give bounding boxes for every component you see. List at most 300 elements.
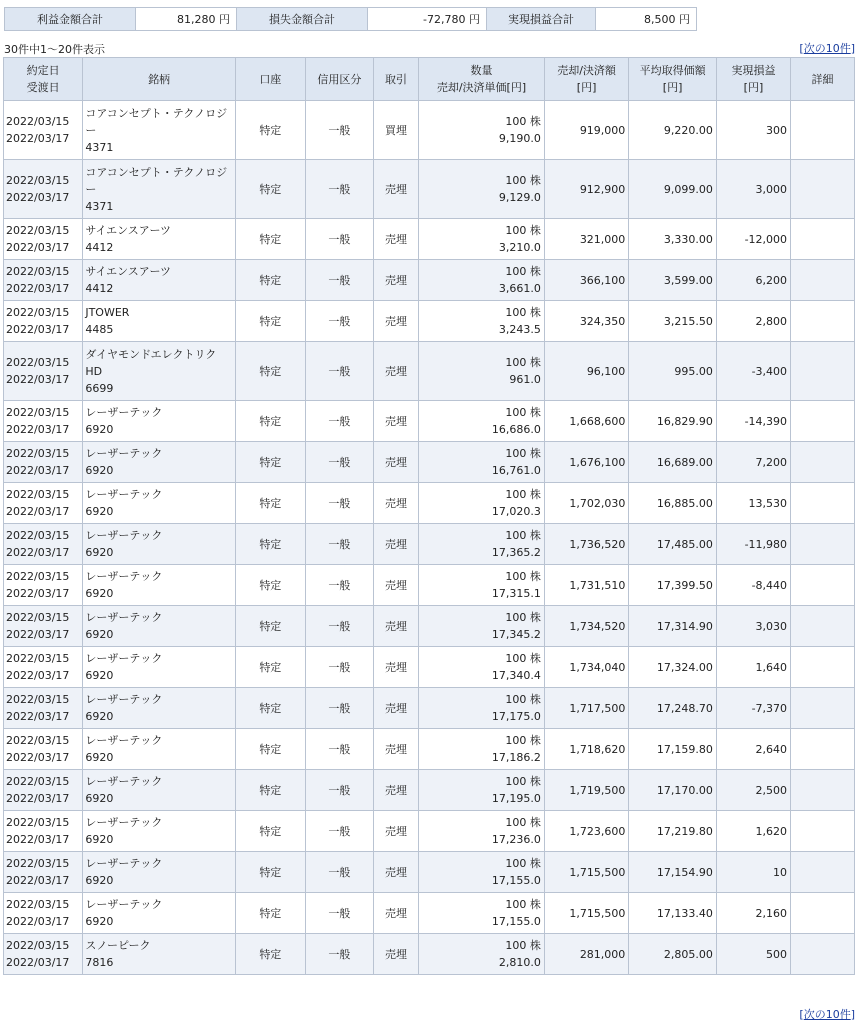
account-type: 特定 [235, 442, 305, 483]
credit-type: 一般 [305, 770, 373, 811]
stock-cell [83, 688, 235, 729]
table-row [4, 565, 855, 606]
trade-type: 売埋 [373, 342, 418, 401]
settle-date: 2022/03/17 [6, 874, 70, 887]
stock-name-line: レーザーテック [85, 406, 163, 419]
stock-code: 7816 [85, 956, 114, 969]
detail-cell [791, 260, 855, 301]
stock-code: 6920 [85, 792, 114, 805]
qty-cell [419, 101, 545, 160]
stock-code: 6920 [85, 423, 114, 436]
stock-cell [83, 565, 235, 606]
settlement-amount: 1,736,520 [544, 524, 628, 565]
stock-name-line: ー [85, 182, 97, 196]
table-row [4, 893, 855, 934]
date-cell [4, 606, 83, 647]
qty-cell [419, 401, 545, 442]
stock-cell [83, 606, 235, 647]
date-cell [4, 647, 83, 688]
credit-type: 一般 [305, 893, 373, 934]
unit-price: 17,020.3 [491, 505, 541, 518]
settlement-amount: 1,715,500 [544, 852, 628, 893]
quantity: 100 株 [505, 265, 541, 278]
account-type: 特定 [235, 770, 305, 811]
date-cell [4, 342, 83, 401]
settle-date: 2022/03/17 [6, 915, 70, 928]
avg-cost: 17,159.80 [629, 729, 717, 770]
realized-total-label: 実現損益合計 [487, 8, 596, 31]
stock-name-line: レーザーテック [85, 857, 163, 870]
quantity: 100 株 [505, 693, 541, 706]
account-type: 特定 [235, 260, 305, 301]
trade-type: 売埋 [373, 934, 418, 975]
trade-type: 売埋 [373, 770, 418, 811]
qty-cell [419, 688, 545, 729]
qty-cell [419, 442, 545, 483]
stock-name-line: レーザーテック [85, 898, 163, 911]
account-type: 特定 [235, 934, 305, 975]
qty-cell [419, 729, 545, 770]
avg-cost: 16,829.90 [629, 401, 717, 442]
quantity: 100 株 [505, 406, 541, 419]
qty-cell [419, 483, 545, 524]
pagination-next-top [799, 40, 855, 56]
stock-cell [83, 219, 235, 260]
realized-pl: -3,400 [716, 342, 790, 401]
trade-date: 2022/03/15 [6, 693, 70, 706]
settlement-amount: 1,702,030 [544, 483, 628, 524]
credit-type: 一般 [305, 219, 373, 260]
unit-price: 9,129.0 [498, 191, 541, 204]
realized-pl: 1,620 [716, 811, 790, 852]
realized-pl: -14,390 [716, 401, 790, 442]
trade-date: 2022/03/15 [6, 816, 70, 829]
trade-type: 売埋 [373, 811, 418, 852]
stock-name-line: コアコンセプト・テクノロジ [85, 165, 228, 179]
stock-cell [83, 647, 235, 688]
account-type: 特定 [235, 688, 305, 729]
trade-date: 2022/03/15 [6, 115, 70, 128]
settlement-amount: 321,000 [544, 219, 628, 260]
stock-code: 6920 [85, 464, 114, 477]
settlement-amount: 912,900 [544, 160, 628, 219]
header-trade: 取引 [373, 58, 418, 101]
settlement-amount: 96,100 [544, 342, 628, 401]
stock-cell [83, 301, 235, 342]
date-cell [4, 483, 83, 524]
unit-price: 2,810.0 [498, 956, 541, 969]
avg-cost: 995.00 [629, 342, 717, 401]
table-row [4, 852, 855, 893]
detail-cell [791, 219, 855, 260]
quantity: 100 株 [505, 611, 541, 624]
detail-cell [791, 565, 855, 606]
detail-cell [791, 647, 855, 688]
settlement-amount: 1,731,510 [544, 565, 628, 606]
unit-price: 9,190.0 [498, 132, 541, 145]
settlement-amount: 919,000 [544, 101, 628, 160]
table-row [4, 729, 855, 770]
date-cell [4, 219, 83, 260]
account-type: 特定 [235, 342, 305, 401]
unit-price: 3,243.5 [498, 323, 541, 336]
realized-pl-table [3, 57, 855, 975]
unit-price: 17,365.2 [491, 546, 541, 559]
unit-price: 17,186.2 [491, 751, 541, 764]
quantity: 100 株 [505, 174, 541, 187]
settlement-amount: 1,717,500 [544, 688, 628, 729]
account-type: 特定 [235, 301, 305, 342]
table-row [4, 811, 855, 852]
trade-type: 売埋 [373, 442, 418, 483]
quantity: 100 株 [505, 652, 541, 665]
account-type: 特定 [235, 401, 305, 442]
avg-cost: 17,154.90 [629, 852, 717, 893]
realized-total-value: 8,500 円 [596, 8, 697, 31]
profit-total-value: 81,280 円 [136, 8, 237, 31]
stock-cell [83, 342, 235, 401]
settle-date: 2022/03/17 [6, 628, 70, 641]
qty-cell [419, 342, 545, 401]
detail-cell [791, 770, 855, 811]
trade-type: 売埋 [373, 524, 418, 565]
realized-pl: 2,160 [716, 893, 790, 934]
realized-pl: 2,500 [716, 770, 790, 811]
table-row [4, 483, 855, 524]
account-type: 特定 [235, 219, 305, 260]
stock-cell [83, 893, 235, 934]
avg-cost: 9,220.00 [629, 101, 717, 160]
detail-cell [791, 811, 855, 852]
header-qty: 数量 売却/決済単価[円] [419, 58, 545, 101]
stock-cell [83, 852, 235, 893]
qty-cell [419, 852, 545, 893]
realized-pl: -11,980 [716, 524, 790, 565]
quantity: 100 株 [505, 356, 541, 369]
qty-cell [419, 893, 545, 934]
bracket-open: [ [799, 42, 804, 55]
account-type: 特定 [235, 101, 305, 160]
avg-cost: 17,219.80 [629, 811, 717, 852]
qty-cell [419, 934, 545, 975]
qty-cell [419, 647, 545, 688]
detail-cell [791, 442, 855, 483]
quantity: 100 株 [505, 488, 541, 501]
stock-cell [83, 483, 235, 524]
stock-name-line: レーザーテック [85, 447, 163, 460]
bracket-close: ] [850, 1008, 855, 1021]
trade-date: 2022/03/15 [6, 652, 70, 665]
stock-name-line: レーザーテック [85, 816, 163, 829]
stock-cell [83, 811, 235, 852]
stock-name-line: ー [85, 123, 97, 137]
quantity: 100 株 [505, 529, 541, 542]
settlement-amount: 1,734,520 [544, 606, 628, 647]
pagination-next-bottom [799, 1006, 855, 1022]
date-cell [4, 401, 83, 442]
stock-cell [83, 524, 235, 565]
quantity: 100 株 [505, 306, 541, 319]
table-row [4, 770, 855, 811]
trade-date: 2022/03/15 [6, 306, 70, 319]
credit-type: 一般 [305, 934, 373, 975]
credit-type: 一般 [305, 729, 373, 770]
table-row [4, 401, 855, 442]
settle-date: 2022/03/17 [6, 423, 70, 436]
table-row [4, 260, 855, 301]
account-type: 特定 [235, 852, 305, 893]
avg-cost: 17,248.70 [629, 688, 717, 729]
quantity: 100 株 [505, 734, 541, 747]
unit-price: 16,686.0 [491, 423, 541, 436]
account-type: 特定 [235, 647, 305, 688]
qty-cell [419, 260, 545, 301]
quantity: 100 株 [505, 816, 541, 829]
qty-cell [419, 606, 545, 647]
table-row [4, 301, 855, 342]
settle-date: 2022/03/17 [6, 546, 70, 559]
avg-cost: 3,215.50 [629, 301, 717, 342]
header-avg: 平均取得価額 [円] [629, 58, 717, 101]
stock-code: 6920 [85, 628, 114, 641]
realized-pl: -12,000 [716, 219, 790, 260]
header-credit: 信用区分 [305, 58, 373, 101]
stock-code: 6920 [85, 874, 114, 887]
trade-date: 2022/03/15 [6, 898, 70, 911]
qty-cell [419, 301, 545, 342]
stock-name-line: レーザーテック [85, 734, 163, 747]
table-row [4, 160, 855, 219]
trade-date: 2022/03/15 [6, 356, 70, 369]
realized-pl: 2,640 [716, 729, 790, 770]
quantity: 100 株 [505, 939, 541, 952]
credit-type: 一般 [305, 688, 373, 729]
detail-cell [791, 729, 855, 770]
stock-name-line: レーザーテック [85, 652, 163, 665]
stock-name-line: スノーピーク [85, 939, 151, 952]
account-type: 特定 [235, 524, 305, 565]
next-10-link-bottom[interactable]: 次の10件 [803, 1008, 851, 1021]
stock-code: 6920 [85, 915, 114, 928]
stock-name-line: コアコンセプト・テクノロジ [85, 106, 228, 120]
result-count: 30件中1～20件表示 [4, 43, 105, 56]
unit-price: 17,175.0 [491, 710, 541, 723]
settle-date: 2022/03/17 [6, 833, 70, 846]
trade-date: 2022/03/15 [6, 529, 70, 542]
stock-code: 6920 [85, 710, 114, 723]
qty-cell [419, 770, 545, 811]
realized-pl: -7,370 [716, 688, 790, 729]
qty-cell [419, 565, 545, 606]
table-row [4, 688, 855, 729]
date-cell [4, 688, 83, 729]
loss-total-value: -72,780 円 [368, 8, 487, 31]
credit-type: 一般 [305, 342, 373, 401]
account-type: 特定 [235, 160, 305, 219]
date-cell [4, 442, 83, 483]
credit-type: 一般 [305, 160, 373, 219]
settlement-amount: 1,676,100 [544, 442, 628, 483]
realized-pl: 7,200 [716, 442, 790, 483]
trade-type: 売埋 [373, 483, 418, 524]
date-cell [4, 260, 83, 301]
date-cell [4, 770, 83, 811]
credit-type: 一般 [305, 101, 373, 160]
realized-pl: 300 [716, 101, 790, 160]
stock-code: 6920 [85, 833, 114, 846]
loss-total-label: 損失金額合計 [237, 8, 368, 31]
settlement-amount: 1,719,500 [544, 770, 628, 811]
detail-cell [791, 934, 855, 975]
qty-cell [419, 524, 545, 565]
qty-cell [419, 811, 545, 852]
settlement-amount: 324,350 [544, 301, 628, 342]
account-type: 特定 [235, 565, 305, 606]
stock-code: 6920 [85, 587, 114, 600]
trade-type: 売埋 [373, 301, 418, 342]
credit-type: 一般 [305, 524, 373, 565]
trade-type: 売埋 [373, 852, 418, 893]
bracket-open: [ [799, 1008, 804, 1021]
realized-pl: 10 [716, 852, 790, 893]
date-cell [4, 893, 83, 934]
avg-cost: 3,599.00 [629, 260, 717, 301]
trade-type: 売埋 [373, 606, 418, 647]
unit-price: 17,345.2 [491, 628, 541, 641]
stock-name-line: JTOWER [85, 306, 130, 319]
account-type: 特定 [235, 483, 305, 524]
unit-price: 17,315.1 [491, 587, 541, 600]
unit-price: 3,661.0 [498, 282, 541, 295]
settle-date: 2022/03/17 [6, 710, 70, 723]
realized-pl: 500 [716, 934, 790, 975]
trade-date: 2022/03/15 [6, 857, 70, 870]
trade-date: 2022/03/15 [6, 488, 70, 501]
header-account: 口座 [235, 58, 305, 101]
detail-cell [791, 483, 855, 524]
settle-date: 2022/03/17 [6, 191, 70, 204]
credit-type: 一般 [305, 852, 373, 893]
bracket-close: ] [850, 42, 855, 55]
avg-cost: 17,314.90 [629, 606, 717, 647]
stock-name-line: サイエンスアーツ [85, 265, 172, 278]
avg-cost: 17,485.00 [629, 524, 717, 565]
table-row [4, 219, 855, 260]
unit-price: 3,210.0 [498, 241, 541, 254]
trade-type: 売埋 [373, 260, 418, 301]
date-cell [4, 934, 83, 975]
quantity: 100 株 [505, 898, 541, 911]
date-cell [4, 524, 83, 565]
quantity: 100 株 [505, 224, 541, 237]
realized-pl: -8,440 [716, 565, 790, 606]
unit-price: 17,236.0 [491, 833, 541, 846]
detail-cell [791, 101, 855, 160]
unit-price: 17,340.4 [491, 669, 541, 682]
trade-date: 2022/03/15 [6, 447, 70, 460]
quantity: 100 株 [505, 570, 541, 583]
detail-cell [791, 301, 855, 342]
realized-pl: 1,640 [716, 647, 790, 688]
stock-cell [83, 934, 235, 975]
realized-pl: 3,030 [716, 606, 790, 647]
settlement-amount: 281,000 [544, 934, 628, 975]
header-date: 約定日 受渡日 [4, 58, 83, 101]
table-row [4, 342, 855, 401]
trade-date: 2022/03/15 [6, 775, 70, 788]
trade-date: 2022/03/15 [6, 224, 70, 237]
qty-cell [419, 219, 545, 260]
stock-name-line: レーザーテック [85, 529, 163, 542]
stock-cell [83, 401, 235, 442]
detail-cell [791, 401, 855, 442]
stock-cell [83, 101, 235, 160]
settle-date: 2022/03/17 [6, 132, 70, 145]
detail-cell [791, 160, 855, 219]
credit-type: 一般 [305, 442, 373, 483]
stock-code: 4371 [85, 140, 114, 154]
date-cell [4, 101, 83, 160]
date-cell [4, 301, 83, 342]
settle-date: 2022/03/17 [6, 956, 70, 969]
realized-pl: 13,530 [716, 483, 790, 524]
quantity: 100 株 [505, 775, 541, 788]
stock-name-line: HD [85, 364, 103, 378]
header-detail: 詳細 [791, 58, 855, 101]
trade-date: 2022/03/15 [6, 939, 70, 952]
trade-type: 買埋 [373, 101, 418, 160]
trade-type: 売埋 [373, 893, 418, 934]
stock-code: 6920 [85, 546, 114, 559]
header-amount: 売却/決済額 [円] [544, 58, 628, 101]
avg-cost: 16,689.00 [629, 442, 717, 483]
header-name: 銘柄 [83, 58, 235, 101]
trade-type: 売埋 [373, 401, 418, 442]
avg-cost: 17,170.00 [629, 770, 717, 811]
quantity: 100 株 [505, 115, 541, 128]
stock-code: 4485 [85, 323, 114, 336]
date-cell [4, 160, 83, 219]
trade-date: 2022/03/15 [6, 734, 70, 747]
stock-cell [83, 442, 235, 483]
stock-cell [83, 260, 235, 301]
table-row [4, 101, 855, 160]
avg-cost: 9,099.00 [629, 160, 717, 219]
next-10-link-top[interactable]: 次の10件 [803, 42, 851, 55]
settlement-amount: 1,715,500 [544, 893, 628, 934]
realized-pl: 6,200 [716, 260, 790, 301]
stock-name-line: ダイヤモンドエレクトリク [85, 347, 217, 361]
detail-cell [791, 342, 855, 401]
detail-cell [791, 606, 855, 647]
stock-name-line: サイエンスアーツ [85, 224, 172, 237]
stock-code: 6920 [85, 669, 114, 682]
header-pl: 実現損益 [円] [716, 58, 790, 101]
table-row [4, 442, 855, 483]
settlement-amount: 366,100 [544, 260, 628, 301]
unit-price: 17,155.0 [491, 874, 541, 887]
settle-date: 2022/03/17 [6, 669, 70, 682]
stock-name-line: レーザーテック [85, 693, 163, 706]
stock-code: 6920 [85, 505, 114, 518]
credit-type: 一般 [305, 811, 373, 852]
credit-type: 一般 [305, 483, 373, 524]
trade-date: 2022/03/15 [6, 174, 70, 187]
detail-cell [791, 524, 855, 565]
account-type: 特定 [235, 893, 305, 934]
settle-date: 2022/03/17 [6, 792, 70, 805]
settle-date: 2022/03/17 [6, 751, 70, 764]
